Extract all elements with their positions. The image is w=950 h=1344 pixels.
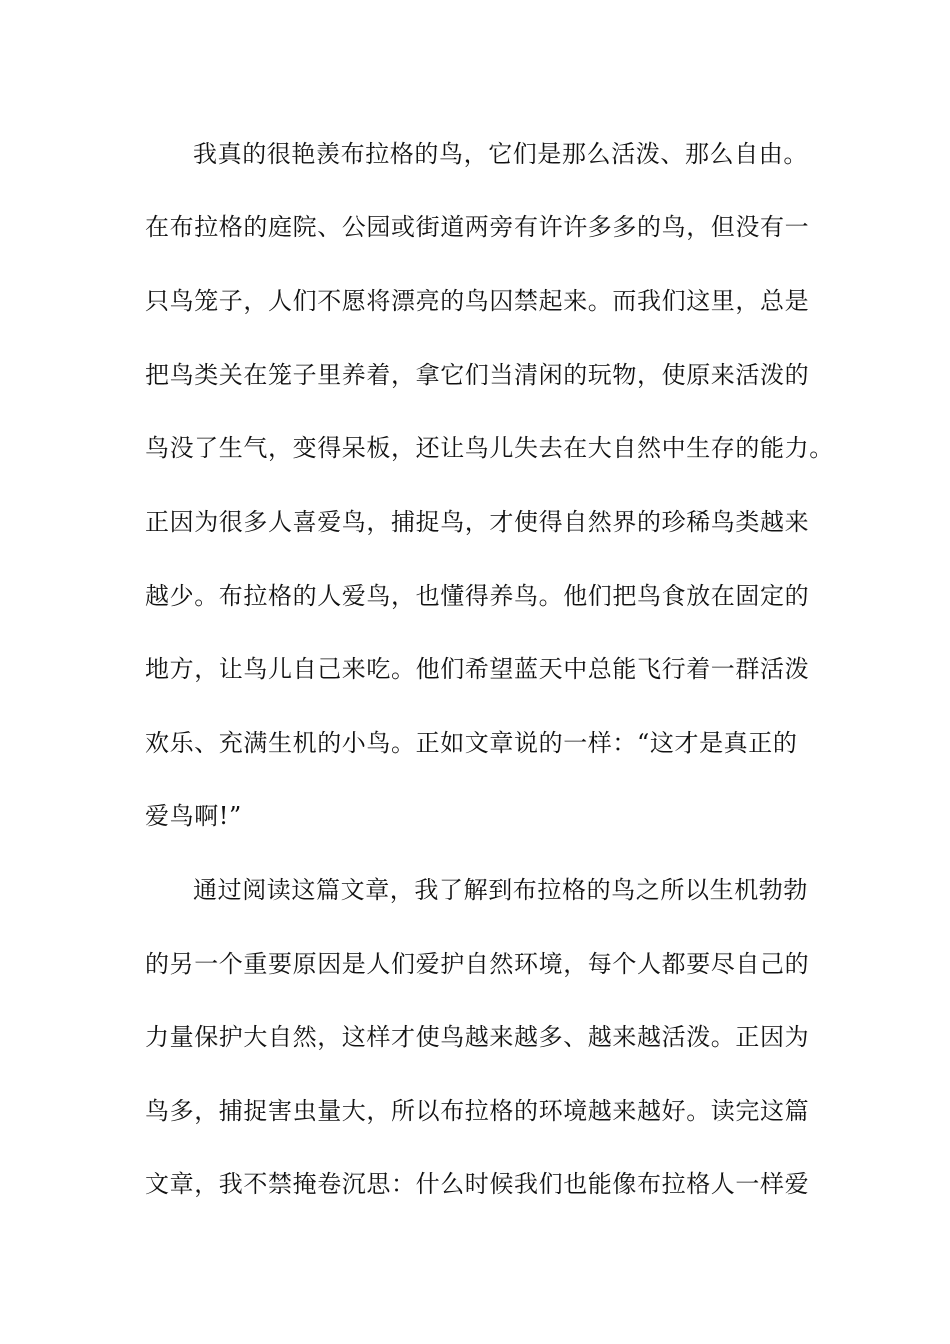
paragraph-1-line-2: 在布拉格的庭院、公园或街道两旁有许许多多的鸟，但没有一	[145, 213, 810, 241]
paragraph-1-line-10: 爱鸟啊!”	[145, 802, 242, 830]
paragraph-1-line-6: 正因为很多人喜爱鸟，捕捉鸟，才使得自然界的珍稀鸟类越来	[145, 508, 810, 536]
paragraph-1-line-5: 鸟没了生气，变得呆板，还让鸟儿失去在大自然中生存的能力。	[145, 434, 834, 462]
paragraph-1-line-1: 我真的很艳羡布拉格的鸟，它们是那么活泼、那么自由。	[193, 140, 808, 168]
paragraph-2-line-2: 的另一个重要原因是人们爱护自然环境，每个人都要尽自己的	[145, 950, 810, 978]
paragraph-1-line-8: 地方，让鸟儿自己来吃。他们希望蓝天中总能飞行着一群活泼	[145, 655, 810, 683]
paragraph-2-line-5: 文章，我不禁掩卷沉思：什么时候我们也能像布拉格人一样爱	[145, 1170, 810, 1198]
paragraph-1-line-9: 欢乐、充满生机的小鸟。正如文章说的一样：“这才是真正的	[145, 729, 798, 757]
paragraph-1-line-3: 只鸟笼子，人们不愿将漂亮的鸟囚禁起来。而我们这里，总是	[145, 287, 810, 315]
paragraph-2-line-3: 力量保护大自然，这样才使鸟越来越多、越来越活泼。正因为	[145, 1023, 810, 1051]
paragraph-2-line-1: 通过阅读这篇文章，我了解到布拉格的鸟之所以生机勃勃	[193, 876, 808, 904]
paragraph-2-line-4: 鸟多，捕捉害虫量大，所以布拉格的环境越来越好。读完这篇	[145, 1097, 810, 1125]
paragraph-1-line-4: 把鸟类关在笼子里养着，拿它们当清闲的玩物，使原来活泼的	[145, 361, 810, 389]
paragraph-1-line-7: 越少。布拉格的人爱鸟，也懂得养鸟。他们把鸟食放在固定的	[145, 582, 810, 610]
